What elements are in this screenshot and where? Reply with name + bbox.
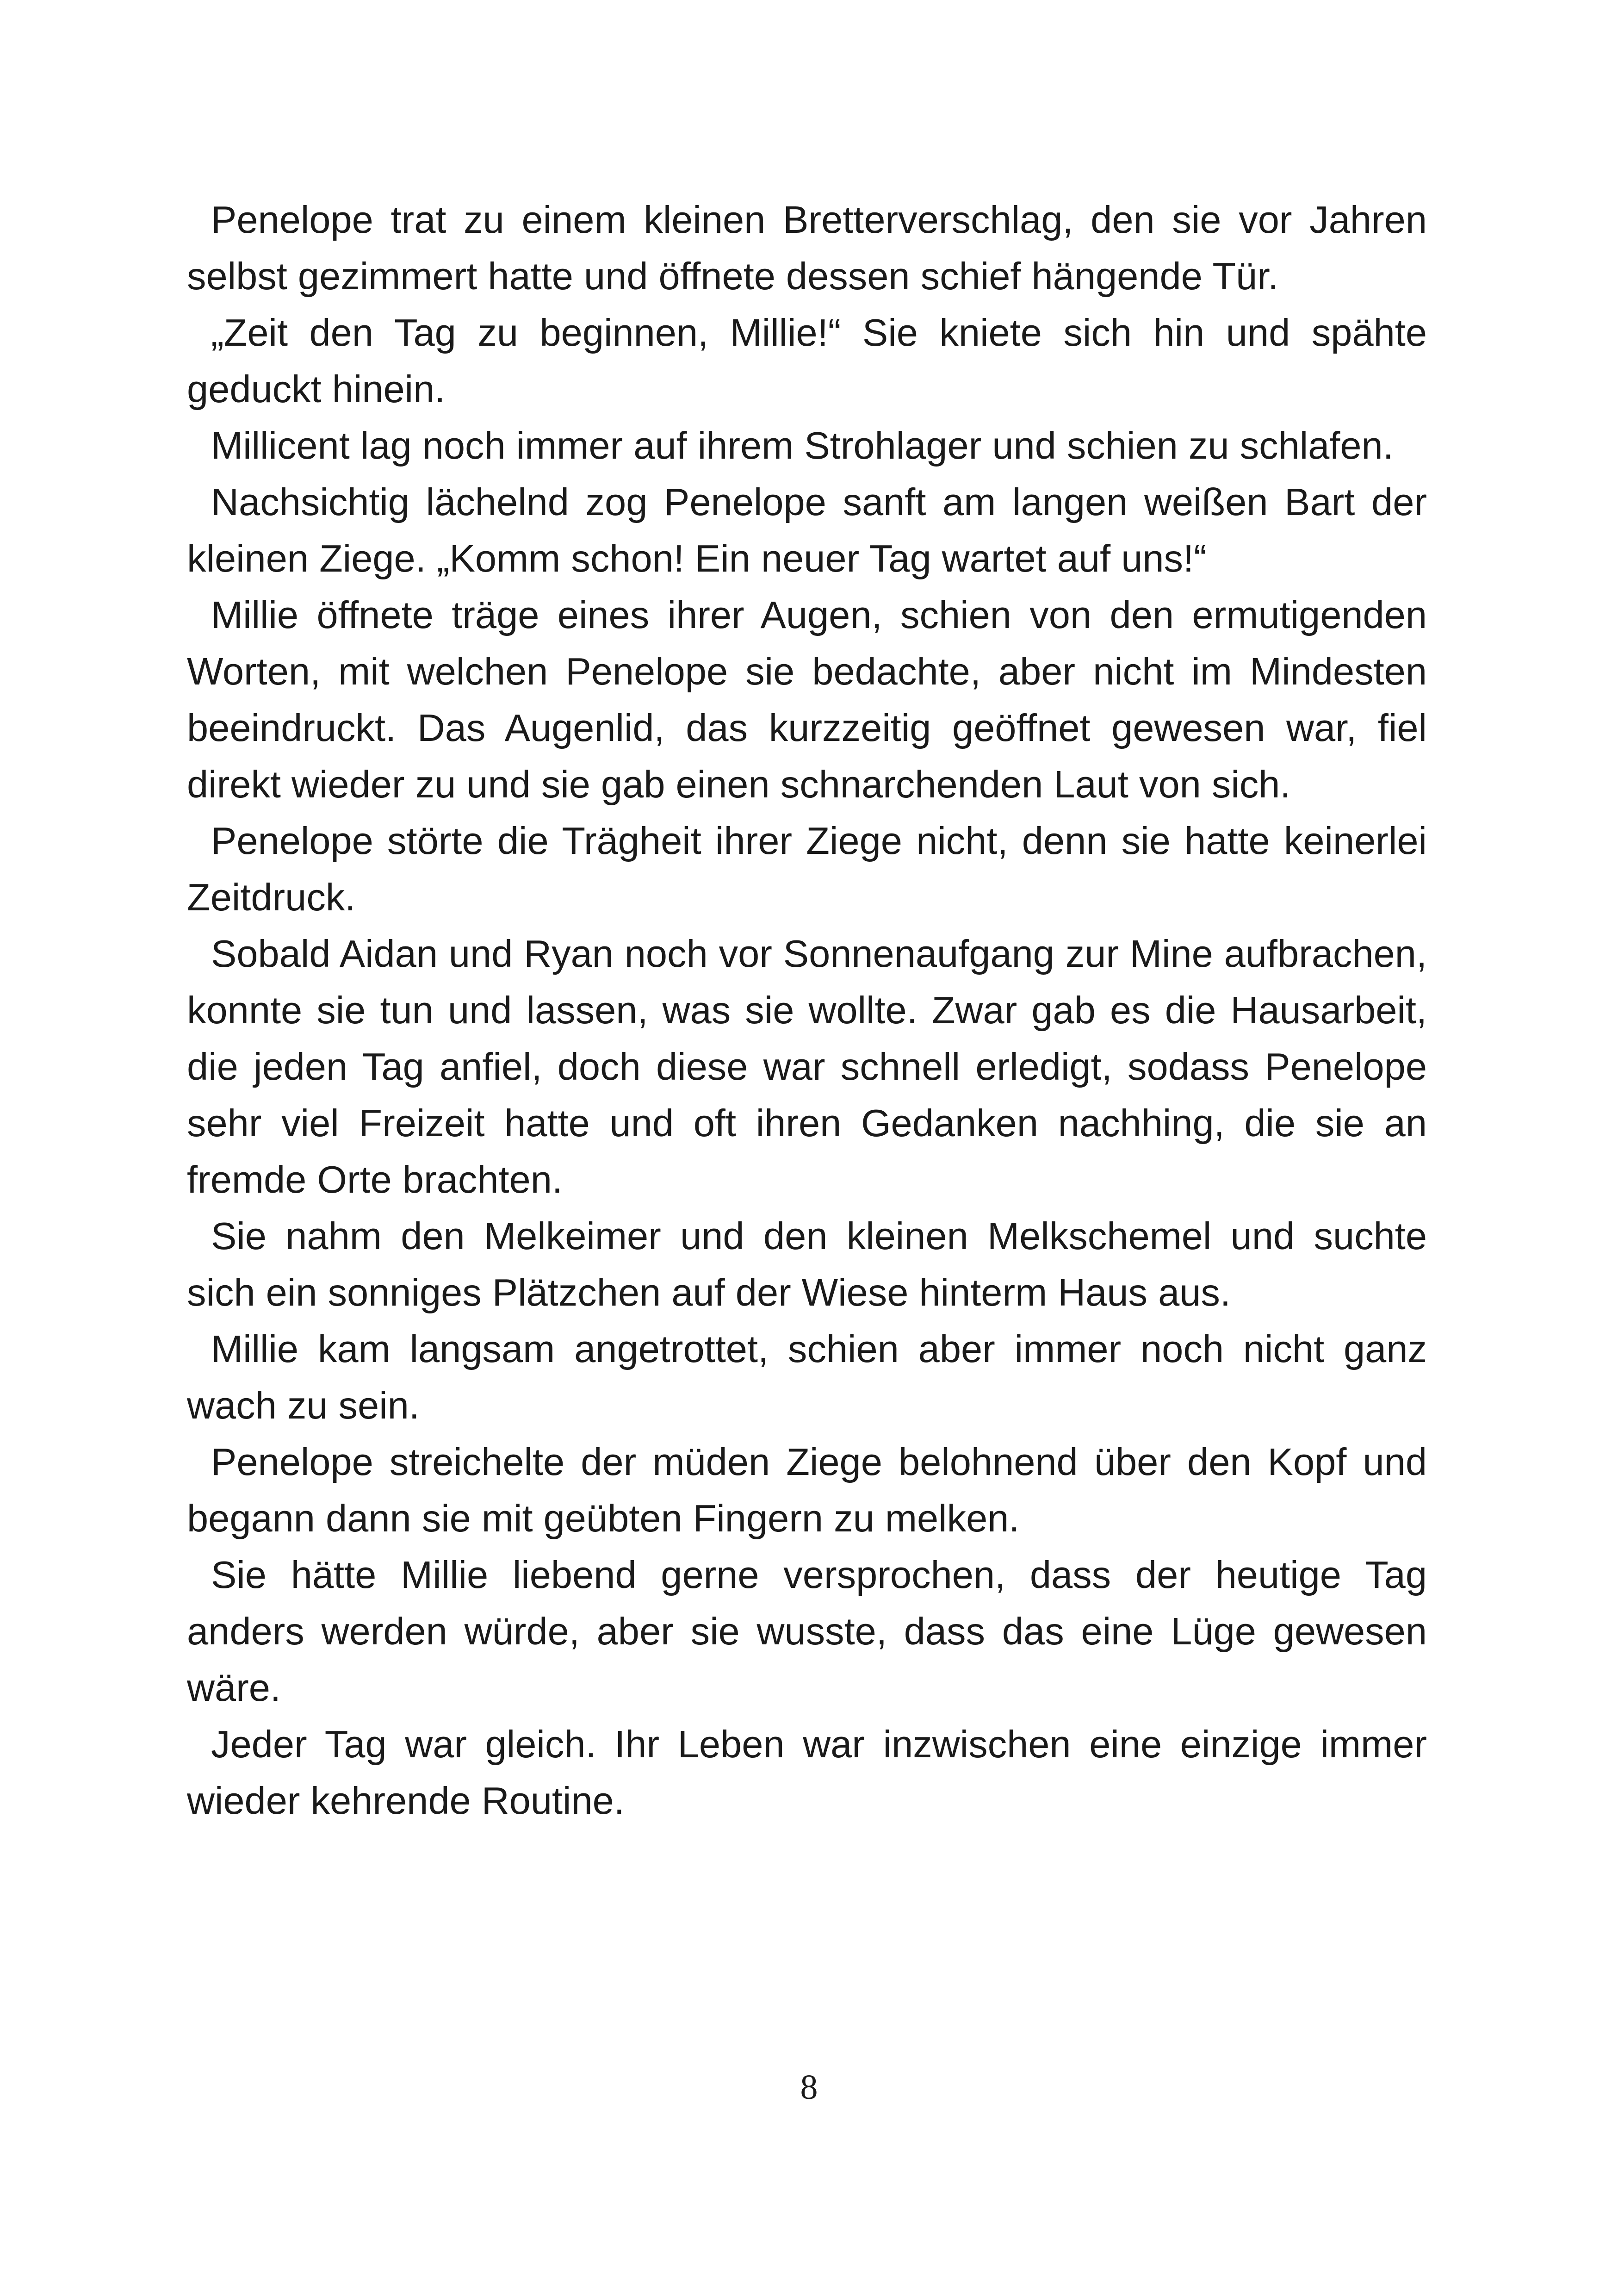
paragraph: „Zeit den Tag zu beginnen, Millie!“ Sie kniete sich hin und spähte geduckt hinein. xyxy=(187,311,1427,411)
paragraph: Sie hätte Millie liebend gerne versprochen, dass der heutige Tag anders werden würde, aber sie wusste, dass das eine Lüge gewesen wäre. xyxy=(187,1553,1427,1709)
page-number: 8 xyxy=(800,2068,818,2107)
paragraph: Millie kam langsam angetrottet, schien aber immer noch nicht ganz wach zu sein. xyxy=(187,1327,1427,1427)
paragraph: Millie öffnete träge eines ihrer Augen, schien von den ermutigenden Worten, mit welchen Penelope sie bedachte, aber nicht im Mindesten beeindruckt. Das Augenlid, das kurzzeitig geöffnet gewesen war, fiel direkt wieder zu und sie gab einen schnarchenden Laut von sich. xyxy=(187,593,1427,806)
paragraph: Millicent lag noch immer auf ihrem Strohlager und schien zu schlafen. xyxy=(211,424,1394,467)
paragraph: Sie nahm den Melkeimer und den kleinen Melkschemel und suchte sich ein sonniges Plätzchen auf der Wiese hinterm Haus aus. xyxy=(187,1214,1427,1314)
paragraph: Sobald Aidan und Ryan noch vor Sonnenaufgang zur Mine aufbrachen, konnte sie tun und lassen, was sie wollte. Zwar gab es die Hausarbeit, die jeden Tag anfiel, doch diese war schnell erledigt, sodass Penelope sehr viel Freizeit hatte und oft ihren Gedanken nachhing, die sie an fremde Orte brachten. xyxy=(187,932,1427,1201)
paragraph: Penelope streichelte der müden Ziege belohnend über den Kopf und begann dann sie mit geübten Fingern zu melken. xyxy=(187,1440,1427,1540)
body-text xyxy=(187,192,1427,1829)
paragraph: Nachsichtig lächelnd zog Penelope sanft am langen weißen Bart der kleinen Ziege. „Komm schon! Ein neuer Tag wartet auf uns!“ xyxy=(187,480,1427,580)
paragraph: Penelope störte die Trägheit ihrer Ziege nicht, denn sie hatte keinerlei Zeitdruck. xyxy=(187,819,1427,919)
paragraph: Penelope trat zu einem kleinen Bretterverschlag, den sie vor Jahren selbst gezimmert hatte und öffnete dessen schief hängende Tür. xyxy=(187,198,1427,298)
paragraph: Jeder Tag war gleich. Ihr Leben war inzwischen eine einzige immer wieder kehrende Routine. xyxy=(187,1723,1427,1822)
